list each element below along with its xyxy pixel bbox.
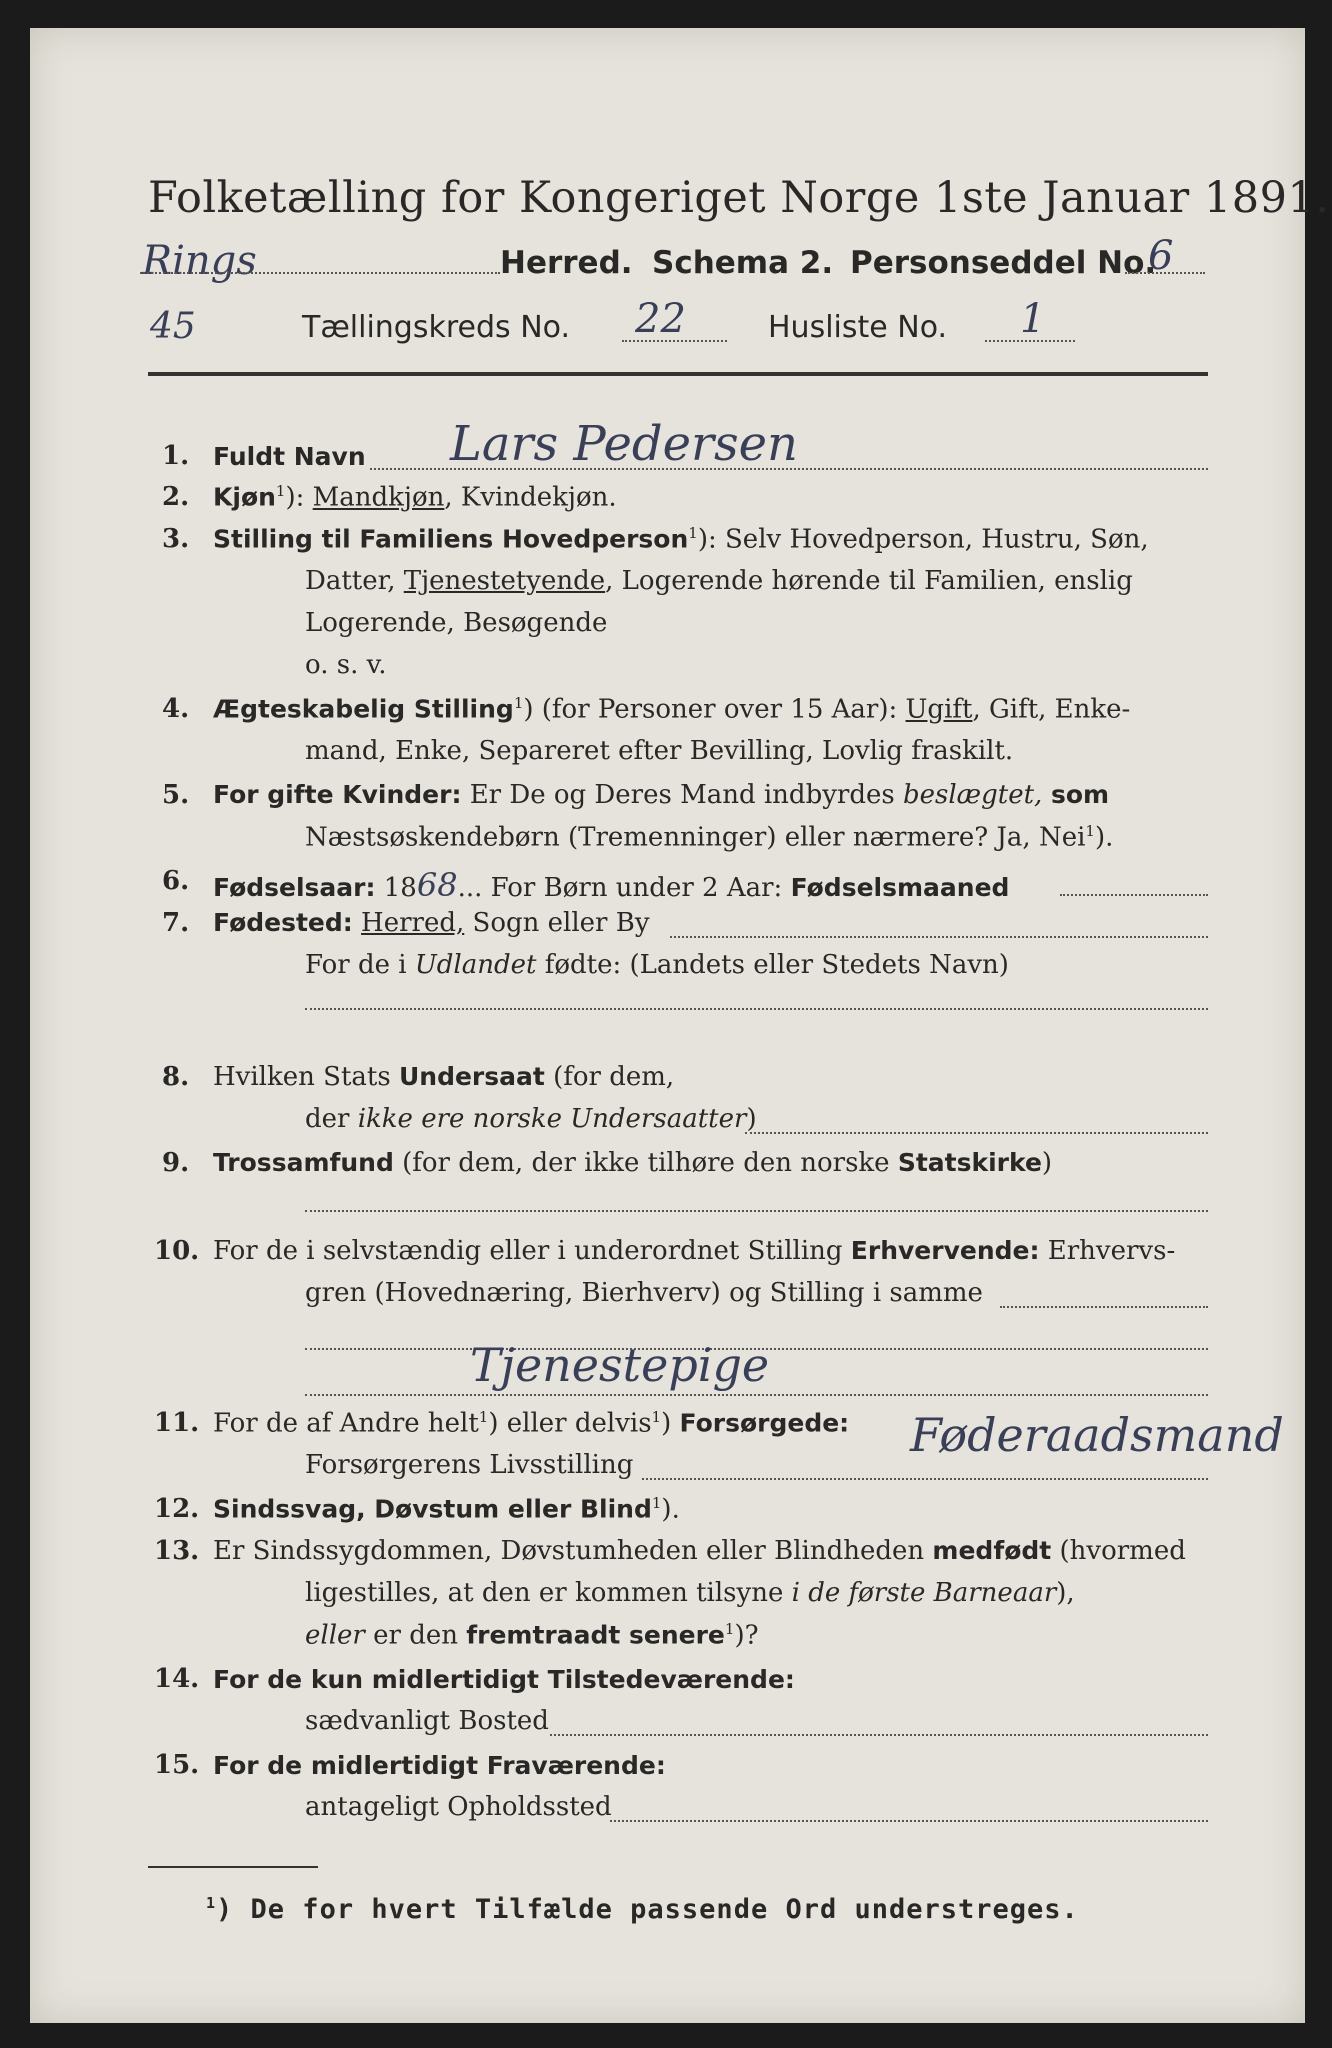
field-8-dotted-line: [745, 1132, 1208, 1134]
husliste-dotted-line: [985, 340, 1075, 342]
field-4-number: 4.: [162, 694, 190, 724]
field-15-line-2: antageligt Opholdssted: [305, 1792, 612, 1822]
field-12-line: Sindssvag, Døvstum eller Blind$^1$).: [213, 1494, 680, 1525]
field-11-line-1: For de af Andre helt$^1$) eller delvis$^1$) Forsørgede:: [213, 1408, 850, 1439]
field-5-line-1: For gifte Kvinder: Er De og Deres Mand indbyrdes beslægtet, som: [213, 780, 1110, 810]
field-8-line-2: der ikke ere norske Undersaatter): [305, 1104, 757, 1134]
herred-value: Rings: [142, 238, 257, 284]
field-7-line-2: For de i Udlandet fødte: (Landets eller Stedets Navn): [305, 950, 1009, 980]
field-6-dotted-line: [1060, 894, 1208, 896]
field-8-number: 8.: [162, 1062, 190, 1092]
field-8-line-1: Hvilken Stats Undersaat (for dem,: [213, 1062, 675, 1092]
field-15-label: For de midlertidigt Fraværende:: [213, 1751, 666, 1780]
field-14-number: 14.: [154, 1664, 200, 1694]
field-14-line-2: sædvanligt Bosted: [305, 1706, 549, 1736]
field-13-line-2: ligestilles, at den er kommen tilsyne i de første Barneaar),: [305, 1578, 1075, 1608]
field-13-line-1: Er Sindssygdommen, Døvstumheden eller Blindheden medfødt (hvormed: [213, 1536, 1186, 1566]
field-11-line-2: Forsørgerens Livsstilling: [305, 1450, 634, 1480]
kreds-dotted-line: [622, 340, 727, 342]
field-4-line-1: Ægteskabelig Stilling$^1$) (for Personer over 15 Aar): Ugift, Gift, Enke-: [213, 694, 1131, 725]
husliste-value: 1: [1020, 296, 1046, 342]
option-ugift: Ugift: [905, 694, 973, 725]
birth-year-value: 68: [416, 866, 458, 904]
field-7-dotted-line: [670, 936, 1208, 938]
option-herred: Herred,: [361, 908, 465, 938]
field-10-number: 10.: [154, 1236, 200, 1266]
field-6-line: Fødselsaar: 1868... For Børn under 2 Aar: Fødselsmaaned: [213, 866, 1010, 904]
full-name-value: Lars Pedersen: [450, 416, 798, 472]
field-3-line-4: o. s. v.: [305, 650, 387, 680]
field-14-dotted-line: [550, 1734, 1208, 1736]
census-form-sheet: [30, 28, 1330, 2023]
herred-label: Herred.: [500, 245, 633, 281]
field-10-line-2: gren (Hovednæring, Bierhverv) og Stilling i samme: [305, 1278, 983, 1308]
field-9-line: Trossamfund (for dem, der ikke tilhøre den norske Statskirke): [213, 1148, 1053, 1178]
margin-number: 45: [150, 306, 196, 347]
field-3-line-3: Logerende, Besøgende: [305, 608, 608, 638]
field-13-line-3: eller er den fremtraadt senere$^1$)?: [305, 1620, 759, 1651]
field-9-dotted-line: [305, 1210, 1208, 1212]
field-9-number: 9.: [162, 1148, 190, 1178]
herred-dotted-line: [140, 272, 500, 274]
field-3-line-2: Datter, Tjenestetyende, Logerende hørende til Familien, enslig: [305, 566, 1133, 596]
field-1-label: Fuldt Navn: [213, 442, 366, 471]
field-13-number: 13.: [154, 1536, 200, 1566]
field-1-number: 1.: [162, 441, 190, 471]
provider-occupation-value: Føderaadsmand: [910, 1408, 1284, 1462]
field-7-number: 7.: [162, 908, 190, 938]
field-3-line-1: Stilling til Familiens Hovedperson$^1$): Selv Hovedperson, Hustru, Søn,: [213, 524, 1149, 555]
field-12-number: 12.: [154, 1494, 200, 1524]
occupation-value: Tjenestepige: [470, 1338, 770, 1392]
personseddel-label: Personseddel No.: [850, 245, 1157, 281]
kreds-value: 22: [635, 296, 686, 342]
header-separator: [148, 372, 1208, 376]
field-7-line-1: Fødested: Herred, Sogn eller By: [213, 908, 650, 938]
option-tjenestetyende: Tjenestetyende: [403, 566, 606, 596]
field-15-dotted-line: [610, 1820, 1208, 1822]
field-14-label: For de kun midlertidigt Tilstedeværende:: [213, 1665, 795, 1694]
field-6-number: 6.: [162, 866, 190, 896]
option-mandkjon: Mandkjøn: [312, 482, 445, 513]
kreds-label: Tællingskreds No.: [302, 310, 570, 345]
field-2-number: 2.: [162, 482, 190, 512]
field-5-number: 5.: [162, 780, 190, 810]
field-4-line-2: mand, Enke, Separeret efter Bevilling, Lovlig fraskilt.: [305, 736, 1014, 766]
footnote: $^1$) De for hvert Tilfælde passende Ord understreges.: [206, 1894, 1079, 1925]
husliste-label: Husliste No.: [768, 310, 948, 345]
field-10-dotted-line-1: [1000, 1306, 1208, 1308]
footnote-rule: [148, 1866, 318, 1868]
field-10-line-1: For de i selvstændig eller i underordnet Stilling Erhvervende: Erhvervs-: [213, 1236, 1176, 1266]
field-11-dotted-line: [642, 1478, 1208, 1480]
personseddel-dotted-line: [1125, 272, 1205, 274]
field-15-number: 15.: [154, 1750, 200, 1780]
field-2-line: Kjøn$^1$): Mandkjøn, Kvindekjøn.: [213, 482, 617, 513]
field-10-dotted-line-3: [305, 1394, 1208, 1396]
schema-label: Schema 2.: [652, 245, 834, 281]
form-title: Folketælling for Kongeriget Norge 1ste Januar 1891.: [148, 173, 1330, 223]
field-5-line-2: Næstsøskendebørn (Tremenninger) eller nærmere? Ja, Nei$^1$).: [305, 822, 1114, 853]
field-3-number: 3.: [162, 524, 190, 554]
field-11-number: 11.: [154, 1408, 200, 1438]
personseddel-value: 6: [1148, 233, 1174, 279]
field-7-dotted-line-2: [305, 1008, 1208, 1010]
